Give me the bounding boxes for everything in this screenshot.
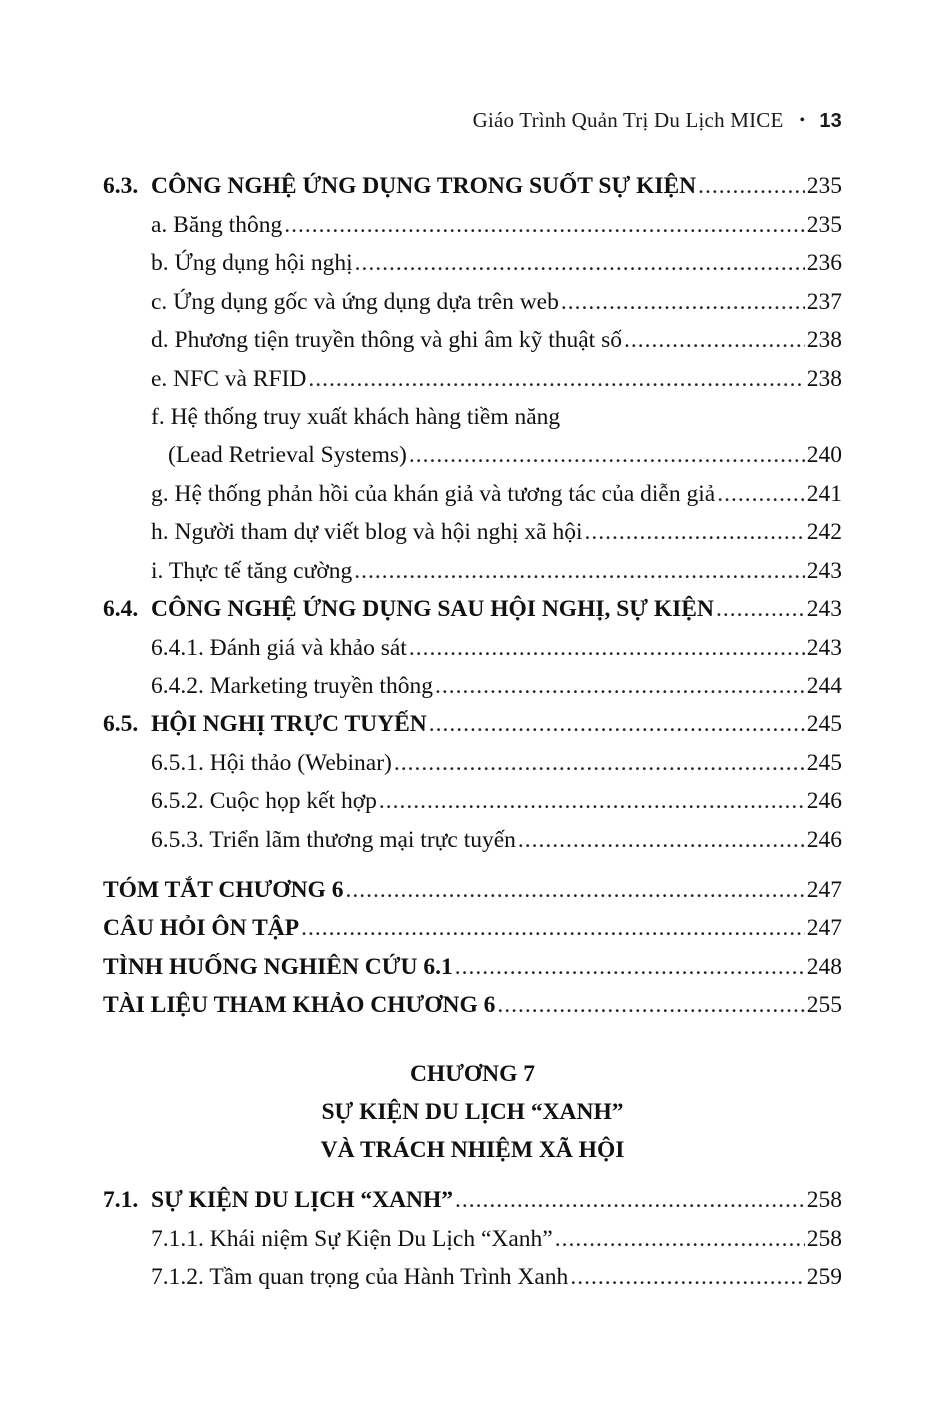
dot-leader [716, 591, 805, 627]
dot-leader [570, 1259, 804, 1295]
page-ref: 243 [806, 558, 842, 584]
toc-entry[interactable] [103, 207, 842, 243]
dot-leader [301, 910, 805, 946]
page-ref: 243 [806, 635, 842, 661]
dot-leader [455, 1182, 805, 1218]
dot-leader [435, 668, 805, 704]
page-ref: 259 [806, 1264, 842, 1290]
entry-title: d. Phương tiện truyền thông và ghi âm kỹ thuật số [151, 327, 622, 353]
section-title: TÌNH HUỐNG NGHIÊN CỨU 6.1 [103, 954, 453, 980]
entry-title: b. Ứng dụng hội nghị [151, 250, 353, 276]
page-ref: 237 [806, 289, 842, 315]
entry-title: f. Hệ thống truy xuất khách hàng tiềm năng [151, 404, 561, 430]
toc-entry[interactable] [103, 322, 842, 358]
toc-entry[interactable] [103, 514, 842, 550]
section-number: 6.4. [103, 596, 139, 622]
running-header [473, 108, 842, 133]
section-title: CÔNG NGHỆ ỨNG DỤNG SAU HỘI NGHỊ, SỰ KIỆN [151, 596, 714, 622]
dot-leader [308, 361, 804, 397]
toc-entry[interactable] [103, 476, 842, 512]
page-ref: 247 [806, 877, 842, 903]
entry-title: 6.4.1. Đánh giá và khảo sát [151, 635, 407, 661]
entry-title: (Lead Retrieval Systems) [168, 442, 407, 468]
entry-title: 6.4.2. Marketing truyền thông [151, 673, 433, 699]
page-ref: 235 [806, 173, 842, 199]
page-ref: 242 [806, 519, 842, 545]
page-ref: 243 [806, 596, 842, 622]
page-ref: 245 [806, 711, 842, 737]
dot-leader [345, 872, 804, 908]
entry-title: g. Hệ thống phản hồi của khán giả và tương tác của diễn giả [151, 481, 716, 507]
page-ref: 238 [806, 366, 842, 392]
toc-review-questions[interactable] [103, 910, 842, 946]
section-title: CÂU HỎI ÔN TẬP [103, 915, 300, 941]
chapter-label: CHƯƠNG 7 [409, 1061, 536, 1087]
entry-title: h. Người tham dự viết blog và hội nghị xã hội [151, 519, 583, 545]
toc-entry[interactable] [103, 284, 842, 320]
page-ref: 236 [806, 250, 842, 276]
page-ref: 246 [806, 827, 842, 853]
dot-leader [624, 322, 805, 358]
page-ref: 238 [806, 327, 842, 353]
dot-leader [717, 476, 805, 512]
page-ref: 248 [806, 954, 842, 980]
dot-leader [584, 514, 804, 550]
header-separator: • [799, 112, 806, 129]
toc-section-7-1[interactable] [103, 1182, 842, 1218]
dot-leader [455, 949, 805, 985]
dot-leader [394, 745, 805, 781]
page-ref: 258 [806, 1187, 842, 1213]
dot-leader [284, 207, 805, 243]
entry-title: e. NFC và RFID [151, 366, 307, 392]
dot-leader [497, 987, 804, 1023]
toc-entry[interactable] [103, 668, 842, 704]
page-ref: 244 [806, 673, 842, 699]
toc-entry[interactable] [103, 399, 842, 435]
page-number: 13 [819, 110, 842, 132]
page-ref: 240 [806, 442, 842, 468]
entry-title: 6.5.2. Cuộc họp kết hợp [151, 788, 377, 814]
toc-entry[interactable] [103, 1221, 842, 1257]
toc-entry[interactable] [103, 1259, 842, 1295]
section-number: 7.1. [103, 1187, 139, 1213]
toc-entry[interactable] [103, 745, 842, 781]
page-ref: 246 [806, 788, 842, 814]
dot-leader [555, 1221, 805, 1257]
section-title: CÔNG NGHỆ ỨNG DỤNG TRONG SUỐT SỰ KIỆN [151, 173, 697, 199]
dot-leader [561, 284, 805, 320]
toc-entry[interactable] [103, 822, 842, 858]
chapter-title-line1: SỰ KIỆN DU LỊCH “XANH” [321, 1099, 624, 1125]
dot-leader [409, 437, 805, 473]
toc-entry[interactable] [103, 630, 842, 666]
entry-title: c. Ứng dụng gốc và ứng dụng dựa trên web [151, 289, 559, 315]
dot-leader [354, 553, 804, 589]
toc-entry[interactable] [103, 245, 842, 281]
entry-title: 6.5.1. Hội thảo (Webinar) [151, 750, 392, 776]
page-ref: 241 [806, 481, 842, 507]
toc-entry[interactable] [103, 553, 842, 589]
entry-title: 6.5.3. Triển lãm thương mại trực tuyến [151, 827, 516, 853]
entry-title: 7.1.1. Khái niệm Sự Kiện Du Lịch “Xanh” [151, 1226, 553, 1252]
page-ref: 235 [806, 212, 842, 238]
dot-leader [409, 630, 805, 666]
entry-title: a. Băng thông [151, 212, 283, 238]
dot-leader [698, 168, 805, 204]
section-title: HỘI NGHỊ TRỰC TUYẾN [151, 711, 427, 737]
entry-title: i. Thực tế tăng cường [151, 558, 353, 584]
page-ref: 255 [806, 992, 842, 1018]
toc-case-study[interactable] [103, 949, 842, 985]
section-number: 6.5. [103, 711, 139, 737]
dot-leader [379, 783, 805, 819]
entry-title: 7.1.2. Tầm quan trọng của Hành Trình Xanh [151, 1264, 569, 1290]
section-title: SỰ KIỆN DU LỊCH “XANH” [151, 1187, 454, 1213]
toc-section-6-4[interactable] [103, 591, 842, 627]
page-ref: 258 [806, 1226, 842, 1252]
page-ref: 245 [806, 750, 842, 776]
dot-leader [518, 822, 805, 858]
dot-leader [429, 706, 805, 742]
book-title: Giáo Trình Quản Trị Du Lịch MICE [472, 108, 784, 132]
chapter-title-line2: VÀ TRÁCH NHIỆM XÃ HỘI [320, 1137, 625, 1163]
section-title: TÀI LIỆU THAM KHẢO CHƯƠNG 6 [103, 992, 496, 1018]
toc-references[interactable] [103, 987, 842, 1023]
toc-entry[interactable] [103, 361, 842, 397]
section-number: 6.3. [103, 173, 139, 199]
toc-section-6-5[interactable] [103, 706, 842, 742]
dot-leader [355, 245, 805, 281]
toc-summary[interactable] [103, 872, 842, 908]
toc-section-6-3[interactable] [103, 168, 842, 204]
toc-entry[interactable] [103, 783, 842, 819]
section-title: TÓM TẮT CHƯƠNG 6 [103, 877, 344, 903]
page-ref: 247 [806, 915, 842, 941]
toc-entry-continuation[interactable] [103, 437, 842, 473]
